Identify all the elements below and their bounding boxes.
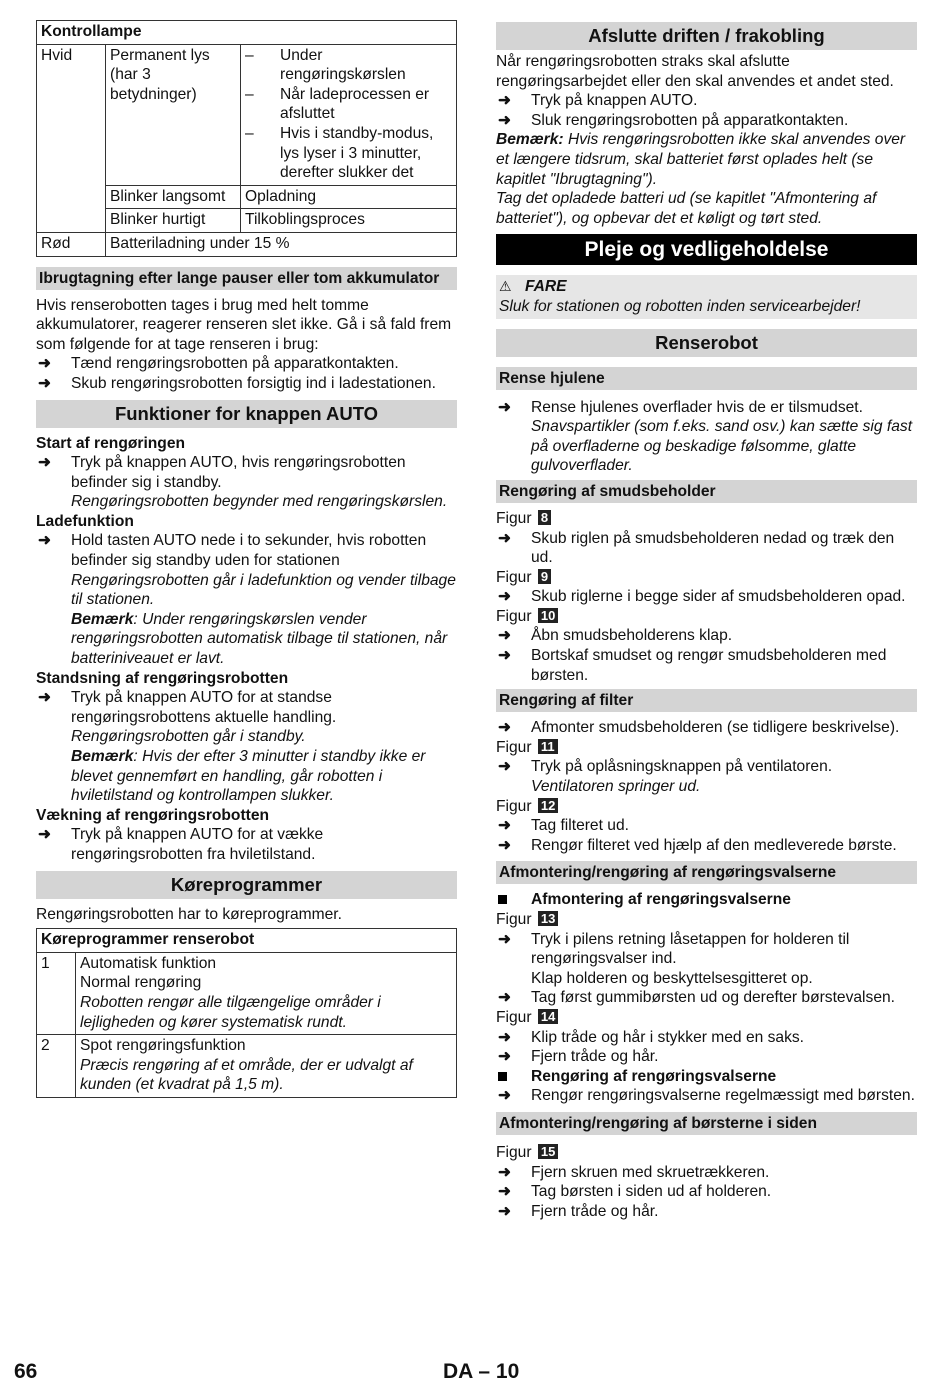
rollers-step-1: ➜ Tryk i pilens retning låsetappen for holderen til rengøringsvalser ind. <box>496 930 917 969</box>
table-row <box>37 1035 457 1098</box>
rollers-step-1b: Klap holderen og beskyttelsesgitteret op. <box>531 969 813 987</box>
lamp-state-slow-meaning: Opladning <box>241 185 457 209</box>
charge-function-step: ➜ Hold tasten AUTO nede i to sekunder, hvis robotten befinder sig standby uden for stationen <box>36 531 457 570</box>
figure-ref <box>496 568 917 588</box>
wake-step: ➜ Tryk på knappen AUTO for at vække rengøringsrobotten fra hviletilstand. <box>36 825 457 864</box>
start-cleaning-result: Rengøringsrobotten begynder med rengøringskørslen. <box>71 493 448 511</box>
list-item: – Under rengøringskørslen <box>245 46 452 85</box>
shutdown-step-1: ➜ Tryk på knappen AUTO. <box>496 91 917 111</box>
figure-ref <box>496 509 917 529</box>
drive-programs-heading: Køreprogrammer <box>36 871 457 899</box>
figure-label: Figur <box>496 1008 532 1026</box>
filter-step-2: ➜ Tryk på oplåsningsknappen på ventilatoren. <box>496 757 917 777</box>
note-text: : Under rengøringskørslen vender rengøringsrobotten automatisk tilbage til stationen, når batteriniveauet er lavt. <box>71 610 448 668</box>
bin-step-4: ➜ Bortskaf smudset og rengør smudsbeholderen med børsten. <box>496 646 917 685</box>
stop-step: ➜ Tryk på knappen AUTO for at standse rengøringsrobottens aktuelle handling. <box>36 688 457 727</box>
lamp-color-red: Rød <box>37 232 106 256</box>
program-number: 1 <box>37 952 76 1034</box>
shutdown-heading: Afslutte driften / frakobling <box>496 22 917 50</box>
program-title: Automatisk funktion <box>80 954 217 972</box>
startup-heading: Ibrugtagning efter lange pauser eller tom akkumulator <box>36 267 457 290</box>
list-item: – Når ladeprocessen er afsluttet <box>245 85 452 124</box>
stop-result: Rengøringsrobotten går i standby. <box>71 728 306 746</box>
lamp-permanent-meanings <box>241 44 457 185</box>
figure-ref <box>496 738 917 758</box>
filter-step-1: ➜ Afmonter smudsbeholderen (se tidligere beskrivelse). <box>496 718 917 738</box>
bin-step-3: ➜ Åbn smudsbeholderens klap. <box>496 626 917 646</box>
filter-result: Ventilatoren springer ud. <box>531 778 701 796</box>
rollers-subheading-2: Rengøring af rengøringsvalserne <box>496 1067 917 1087</box>
figure-number-badge: 13 <box>538 911 558 926</box>
figure-label: Figur <box>496 797 532 815</box>
start-cleaning-subheading: Start af rengøringen <box>36 434 186 452</box>
figure-ref <box>496 910 917 930</box>
program-description: Præcis rengøring af et område, der er udvalgt af kunden (et kvadrat på 1,5 m). <box>80 1056 413 1094</box>
figure-number-badge: 8 <box>538 510 551 525</box>
brushes-step-1: ➜ Fjern skruen med skruetrækkeren. <box>496 1163 917 1183</box>
page-number: 66 <box>14 1360 38 1383</box>
control-lamp-table-header: Kontrollampe <box>37 21 457 45</box>
shutdown-step-2: ➜ Sluk rengøringsrobotten på apparatkontakten. <box>496 111 917 131</box>
rollers-step-3: ➜ Klip tråde og hår i stykker med en saks. <box>496 1028 917 1048</box>
auto-functions-heading: Funktioner for knappen AUTO <box>36 400 457 428</box>
program-number: 2 <box>37 1035 76 1098</box>
rollers-step-4: ➜ Fjern tråde og hår. <box>496 1047 917 1067</box>
drive-programs-text: Rengøringsrobotten har to køreprogrammer. <box>36 905 342 923</box>
rollers-heading: Afmontering/rengøring af rengøringsvalserne <box>496 861 917 884</box>
shutdown-text: Når rengøringsrobotten straks skal afslutte rengøringsarbejdet eller den skal anvendes et andet sted. <box>496 53 894 90</box>
lamp-color-white: Hvid <box>37 44 106 232</box>
figure-ref <box>496 607 917 627</box>
charge-function-subheading: Ladefunktion <box>36 512 134 530</box>
figure-label: Figur <box>496 911 532 928</box>
wheels-heading: Rense hjulene <box>496 367 917 390</box>
figure-label: Figur <box>496 509 532 527</box>
bin-heading: Rengøring af smudsbeholder <box>496 480 917 503</box>
note-text: Hvis rengøringsrobotten ikke skal anvendes over et længere tidsrum, skal batteriet først oplades helt (se kapitlet "Ibrugtagning"). <box>496 131 906 188</box>
figure-label: Figur <box>496 568 532 586</box>
figure-ref <box>496 1143 917 1163</box>
control-lamp-table <box>36 20 457 257</box>
note-label: Bemærk <box>71 610 134 628</box>
startup-text: Hvis renserobotten tages i brug med helt tomme akkumulatorer, reagerer renseren slet ikke. Gå i så fald frem som følgende for at tage renseren i brug: <box>36 296 452 353</box>
stop-note <box>36 747 457 806</box>
program-title: Spot rengøringsfunktion <box>80 1037 246 1055</box>
left-column <box>36 20 457 1098</box>
figure-number-badge: 15 <box>538 1144 558 1159</box>
program-cell <box>76 1035 457 1098</box>
bin-step-2: ➜ Skub riglerne i begge sider af smudsbeholderen opad. <box>496 587 917 607</box>
figure-number-badge: 10 <box>538 608 558 623</box>
drive-programs-table <box>36 928 457 1098</box>
program-cell <box>76 952 457 1034</box>
filter-step-4: ➜ Rengør filteret ved hjælp af den medleverede børste. <box>496 836 917 856</box>
lamp-state-fast-meaning: Tilkoblingsproces <box>241 209 457 233</box>
figure-ref <box>496 797 917 817</box>
rollers-step-5: ➜ Rengør rengøringsvalserne regelmæssigt med børsten. <box>496 1086 917 1106</box>
figure-number-badge: 14 <box>538 1009 558 1024</box>
figure-label: Figur <box>496 1143 532 1161</box>
danger-text: Sluk for stationen og robotten inden servicearbejder! <box>499 297 861 315</box>
danger-title-row <box>499 277 914 297</box>
robot-heading: Renserobot <box>496 329 917 357</box>
lamp-red-meaning: Batteriladning under 15 % <box>106 232 457 256</box>
rollers-subheading-1: Afmontering af rengøringsvalserne <box>496 890 917 910</box>
note-label: Bemærk: <box>496 131 564 149</box>
drive-programs-table-header: Køreprogrammer renserobot <box>37 929 457 953</box>
figure-ref <box>496 1008 917 1028</box>
start-cleaning-step: ➜ Tryk på knappen AUTO, hvis rengøringsrobotten befinder sig i standby. <box>36 453 457 492</box>
wheels-note: Snavspartikler (som f.eks. sand osv.) kan sætte sig fast på overfladerne og beskadige følsomme, glatte gulvoverflader. <box>531 418 913 475</box>
list-item: – Hvis i standby-modus, lys lyser i 3 minutter, derefter slukker det <box>245 124 452 183</box>
wheels-step: ➜ Rense hjulenes overflader hvis de er tilsmudset. <box>496 398 917 418</box>
wake-subheading: Vækning af rengøringsrobotten <box>36 806 270 824</box>
figure-label: Figur <box>496 738 532 756</box>
danger-box <box>496 275 917 318</box>
brushes-step-3: ➜ Fjern tråde og hår. <box>496 1202 917 1222</box>
page-code: DA – 10 <box>443 1360 520 1383</box>
filter-step-3: ➜ Tag filteret ud. <box>496 816 917 836</box>
table-row <box>37 952 457 1034</box>
right-column <box>496 20 917 1221</box>
figure-number-badge: 12 <box>538 798 558 813</box>
program-description: Robotten rengør alle tilgængelige områder i lejligheden og kører systematisk rundt. <box>80 993 381 1031</box>
note-text: : Hvis der efter 3 minutter i standby ikke er blevet gennemført en handling, går robotten i hviletilstand og kontrollampen slukker. <box>71 748 426 805</box>
stop-subheading: Standsning af rengøringsrobotten <box>36 669 289 687</box>
bin-step-1: ➜ Skub riglen på smudsbeholderen nedad og træk den ud. <box>496 529 917 568</box>
filter-heading: Rengøring af filter <box>496 689 917 712</box>
figure-number-badge: 11 <box>538 739 558 754</box>
warning-icon: ⚠ <box>499 278 512 295</box>
rollers-step-2: ➜ Tag først gummibørsten ud og derefter børstevalsen. <box>496 988 917 1008</box>
lamp-state-permanent: Permanent lys (har 3 betydninger) <box>106 44 241 185</box>
figure-label: Figur <box>496 607 532 625</box>
program-subtitle: Normal rengøring <box>80 974 202 992</box>
startup-step-1: ➜ Tænd rengøringsrobotten på apparatkontakten. <box>36 354 457 374</box>
brushes-heading: Afmontering/rengøring af børsterne i siden <box>496 1112 917 1135</box>
lamp-state-slow: Blinker langsomt <box>106 185 241 209</box>
brushes-step-2: ➜ Tag børsten i siden ud af holderen. <box>496 1182 917 1202</box>
shutdown-note <box>496 130 917 189</box>
charge-function-note <box>36 610 457 669</box>
startup-step-2: ➜ Skub rengøringsrobotten forsigtig ind i ladestationen. <box>36 374 457 394</box>
figure-number-badge: 9 <box>538 569 551 584</box>
lamp-state-fast: Blinker hurtigt <box>106 209 241 233</box>
care-heading: Pleje og vedligeholdelse <box>496 234 917 265</box>
charge-function-result: Rengøringsrobotten går i ladefunktion og vender tilbage til stationen. <box>71 571 456 609</box>
shutdown-note-2: Tag det opladede batteri ud (se kapitlet "Afmontering af batteriet"), og opbevar det et køligt og tørt sted. <box>496 190 877 227</box>
note-label: Bemærk <box>71 748 134 765</box>
danger-title: FARE <box>525 278 567 296</box>
